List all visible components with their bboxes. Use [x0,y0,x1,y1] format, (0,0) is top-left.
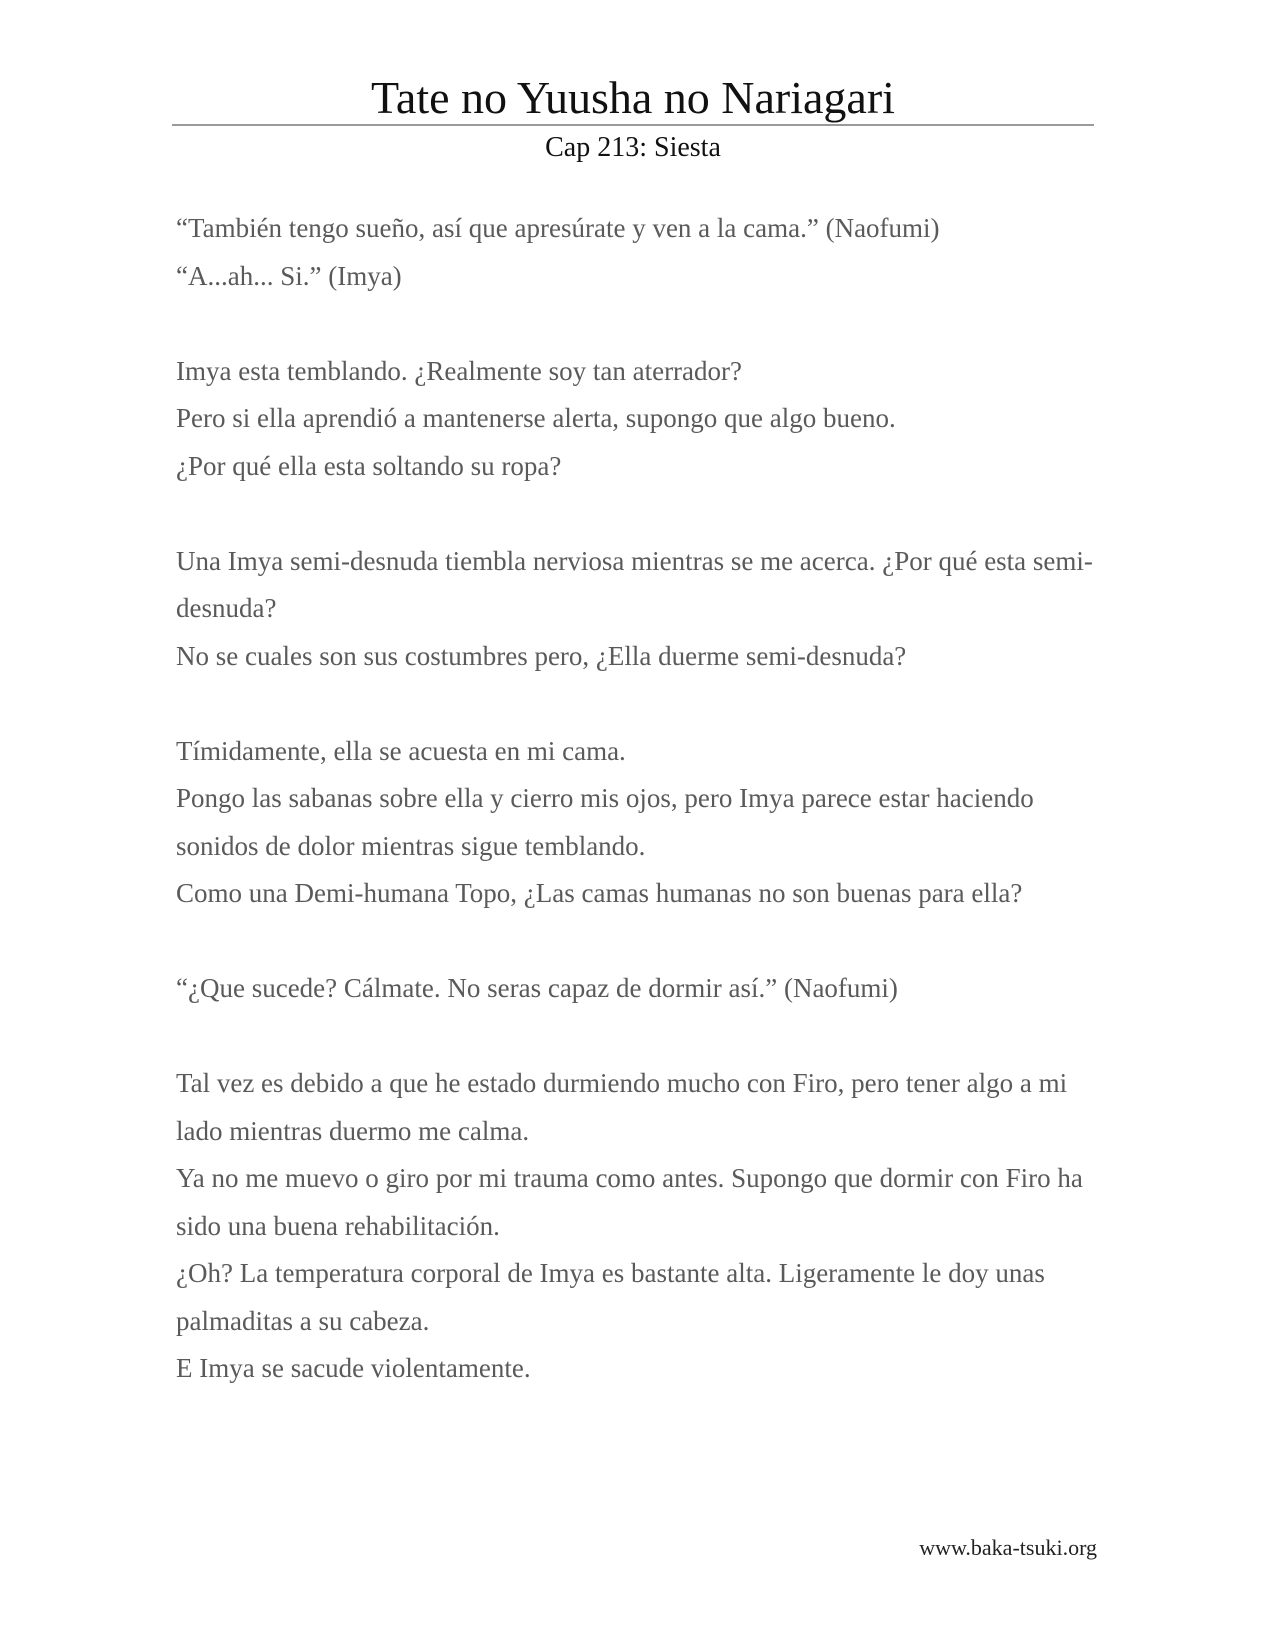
text-line: “También tengo sueño, así que apresúrate y ven a la cama.” (Naofumi) [176,213,940,243]
text-line: Pongo las sabanas sobre ella y cierro mis ojos, pero Imya parece estar haciendo sonidos de dolor mientras sigue temblando. [176,783,1034,861]
text-line: Una Imya semi-desnuda tiembla nerviosa mientras se me acerca. ¿Por qué esta semi-desnuda? [176,545,1093,623]
text-line: “A...ah... Si.” (Imya) [176,260,402,291]
paragraph-2 [176,348,1096,491]
page-header [172,72,1094,166]
text-line: ¿Por qué ella esta soltando su ropa? [176,450,562,481]
text-line: Pero si ella aprendió a mantenerse alerta, supongo que algo bueno. [176,403,896,433]
text-line: ¿Oh? La temperatura corporal de Imya es bastante alta. Ligeramente le doy unas palmaditas a su cabeza. [176,1258,1045,1336]
text-line: “¿Que sucede? Cálmate. No seras capaz de dormir así.” (Naofumi) [176,973,898,1003]
text-line: No se cuales son sus costumbres pero, ¿Ella duerme semi-desnuda? [176,640,907,671]
title-divider [172,124,1094,126]
text-line: Tímidamente, ella se acuesta en mi cama. [176,735,626,766]
text-line: Ya no me muevo o giro por mi trauma como antes. Supongo que dormir con Firo ha sido una buena rehabilitación. [176,1163,1083,1241]
paragraph-3 [176,538,1096,681]
chapter-body [176,205,1096,1440]
paragraph-5 [176,965,1096,1013]
page-title: Tate no Yuusha no Nariagari [371,72,895,123]
footer-site-link[interactable]: www.baka-tsuki.org [919,1535,1097,1560]
text-line: Como una Demi-humana Topo, ¿Las camas humanas no son buenas para ella? [176,878,1023,908]
chapter-subtitle: Cap 213: Siesta [545,132,721,163]
paragraph-4 [176,728,1096,918]
paragraph-6 [176,1060,1096,1393]
text-line: Imya esta temblando. ¿Realmente soy tan aterrador? [176,355,743,386]
paragraph-1 [176,205,1096,300]
text-line: E Imya se sacude violentamente. [176,1353,531,1383]
text-line: Tal vez es debido a que he estado durmiendo mucho con Firo, pero tener algo a mi lado mientras duermo me calma. [176,1068,1068,1146]
